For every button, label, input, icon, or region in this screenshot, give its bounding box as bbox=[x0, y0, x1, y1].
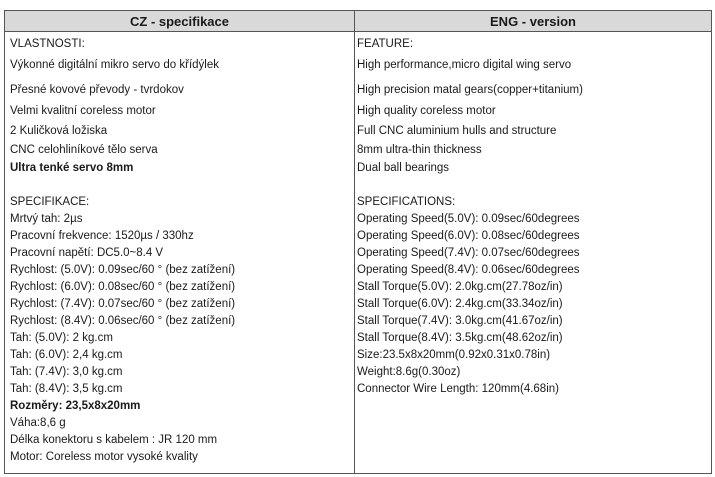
header-eng: ENG - version bbox=[355, 11, 711, 32]
cz-spec-item: Tah: (6.0V): 2,4 kg.cm bbox=[10, 349, 123, 361]
cz-spec-item: Délka konektoru s kabelem : JR 120 mm bbox=[10, 434, 218, 446]
eng-specs-title: SPECIFICATIONS: bbox=[357, 196, 456, 208]
cz-spec-item: Rozměry: 23,5x8x20mm bbox=[10, 400, 141, 412]
eng-spec-item: Size:23.5x8x20mm(0.92x0.31x0.78in) bbox=[357, 349, 551, 361]
eng-spec-item: Stall Torque(8.4V): 3.5kg.cm(48.62oz/in) bbox=[357, 332, 563, 344]
cz-spec-item: Rychlost: (8.4V): 0.06sec/60 ° (bez zatížení) bbox=[10, 315, 236, 327]
cz-feature-item: Velmi kvalitní coreless motor bbox=[10, 105, 156, 117]
cz-feature-item: Výkonné digitální mikro servo do křídýlek bbox=[10, 59, 220, 71]
cz-spec-item: Rychlost: (5.0V): 0.09sec/60 ° (bez zatížení) bbox=[10, 264, 236, 276]
cz-feature-item: Ultra tenké servo 8mm bbox=[10, 162, 134, 174]
eng-spec-item: Connector Wire Length: 120mm(4.68in) bbox=[357, 383, 559, 395]
eng-features-title: FEATURE: bbox=[357, 38, 414, 50]
spec-table bbox=[4, 10, 712, 474]
cz-spec-item: Pracovní napětí: DC5.0~8.4 V bbox=[10, 247, 164, 259]
cz-feature-item: Přesné kovové převody - tvrdokov bbox=[10, 84, 184, 96]
eng-spec-item: Weight:8.6g(0.30oz) bbox=[357, 366, 461, 378]
eng-feature-item: 8mm ultra-thin thickness bbox=[357, 144, 482, 156]
cz-spec-item: Tah: (5.0V): 2 kg.cm bbox=[10, 332, 113, 344]
cz-spec-item: Mrtvý tah: 2µs bbox=[10, 213, 83, 225]
column-divider bbox=[354, 32, 355, 473]
eng-spec-item: Operating Speed(6.0V): 0.08sec/60degrees bbox=[357, 230, 580, 242]
eng-spec-item: Stall Torque(7.4V): 3.0kg.cm(41.67oz/in) bbox=[357, 315, 563, 327]
cz-specs-title: SPECIFIKACE: bbox=[10, 196, 90, 208]
cz-spec-item: Rychlost: (6.0V): 0.08sec/60 ° (bez zatížení) bbox=[10, 281, 236, 293]
eng-feature-item: High quality coreless motor bbox=[357, 105, 496, 117]
header-cz: CZ - specifikace bbox=[5, 11, 355, 32]
cz-spec-item: Motor: Coreless motor vysoké kvality bbox=[10, 451, 198, 463]
eng-feature-item: High performance,micro digital wing servo bbox=[357, 59, 572, 71]
cz-feature-item: 2 Kuličková ložiska bbox=[10, 125, 108, 137]
eng-feature-item: Full CNC aluminium hulls and structure bbox=[357, 125, 557, 137]
eng-feature-item: High precision matal gears(copper+titanium) bbox=[357, 84, 583, 96]
eng-spec-item: Operating Speed(5.0V): 0.09sec/60degrees bbox=[357, 213, 580, 225]
cz-spec-item: Váha:8,6 g bbox=[10, 417, 66, 429]
cz-spec-item: Tah: (7.4V): 3,0 kg.cm bbox=[10, 366, 123, 378]
eng-spec-item: Stall Torque(6.0V): 2.4kg.cm(33.34oz/in) bbox=[357, 298, 563, 310]
cz-spec-item: Pracovní frekvence: 1520µs / 330hz bbox=[10, 230, 194, 242]
cz-spec-item: Rychlost: (7.4V): 0.07sec/60 ° (bez zatížení) bbox=[10, 298, 236, 310]
eng-feature-item: Dual ball bearings bbox=[357, 162, 450, 174]
eng-spec-item: Operating Speed(8.4V): 0.06sec/60degrees bbox=[357, 264, 580, 276]
cz-features-title: VLASTNOSTI: bbox=[10, 38, 85, 50]
cz-spec-item: Tah: (8.4V): 3,5 kg.cm bbox=[10, 383, 123, 395]
cz-feature-item: CNC celohliníkové tělo serva bbox=[10, 144, 158, 156]
eng-spec-item: Operating Speed(7.4V): 0.07sec/60degrees bbox=[357, 247, 580, 259]
eng-spec-item: Stall Torque(5.0V): 2.0kg.cm(27.78oz/in) bbox=[357, 281, 563, 293]
